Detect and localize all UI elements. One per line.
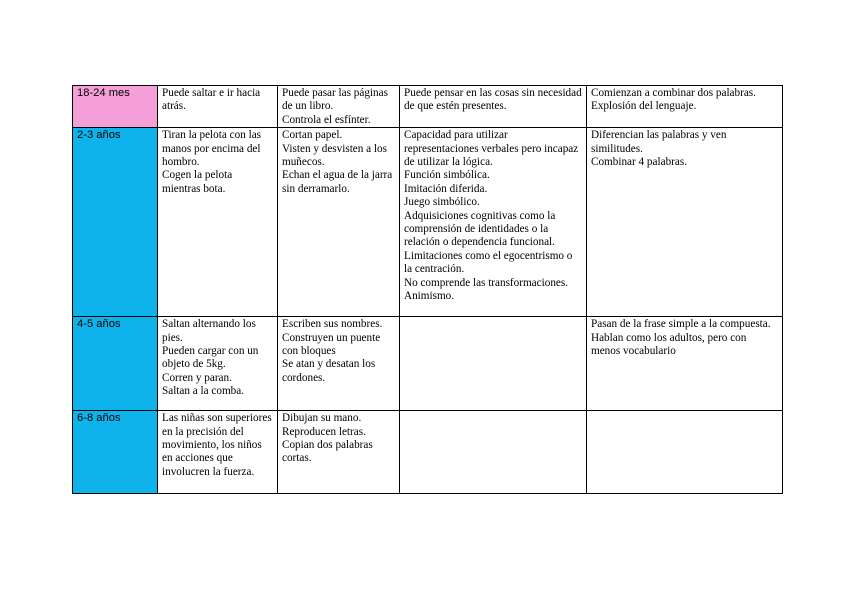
cell-text: Puede saltar e ir hacia atrás.: [162, 87, 261, 113]
manipulation-cell: [278, 128, 400, 317]
cell-text: No comprende las transformaciones.: [404, 276, 569, 289]
cell-text: Imitación diferida.: [404, 182, 488, 195]
language-cell: [587, 86, 783, 128]
age-label: 6-8 años: [77, 412, 121, 425]
language-cell: [587, 317, 783, 411]
cell-text: Comienzan a combinar dos palabras.: [591, 87, 756, 99]
motor-cell: [158, 86, 278, 128]
cell-text: Combinar 4 palabras.: [591, 156, 688, 169]
manipulation-cell: [278, 86, 400, 128]
cell-text: Explosión del lenguaje.: [591, 100, 697, 113]
cell-text: Copian dos palabras cortas.: [282, 439, 373, 465]
cell-text: Capacidad para utilizar representaciones verbales pero incapaz de utilizar la lógica.: [404, 129, 579, 169]
cell-text: Se atan y desatan los cordones.: [282, 358, 376, 384]
cell-text: Saltan a la comba.: [162, 385, 245, 398]
cognitive-cell: [400, 86, 587, 128]
cell-text: Juego simbólico.: [404, 196, 480, 209]
table-row: [73, 411, 783, 494]
cognitive-cell: [400, 128, 587, 317]
table-row: [73, 128, 783, 317]
table-row: [73, 86, 783, 128]
motor-cell: [158, 128, 278, 317]
cell-text: Controla el esfínter.: [282, 113, 371, 126]
cell-text: Dibujan su mano.: [282, 412, 362, 425]
cell-text: Cortan papel.: [282, 129, 343, 142]
age-cell: [73, 86, 158, 128]
cell-text: Función simbólica.: [404, 169, 490, 182]
cell-text: Reproducen letras.: [282, 425, 366, 438]
cell-text: Animismo.: [404, 290, 455, 303]
cognitive-cell: [400, 411, 587, 494]
development-table: [72, 85, 783, 494]
manipulation-cell: [278, 411, 400, 494]
age-label: 2-3 años: [77, 129, 121, 142]
age-cell: [73, 411, 158, 494]
cell-text: Construyen un puente con bloques: [282, 331, 381, 358]
cell-text: Saltan alternando los pies.: [162, 318, 256, 344]
cell-text: Las niñas son superiores en la precisión del movimiento, los niños en acciones que involucren la fuerza.: [162, 412, 272, 478]
cell-text: Limitaciones como el egocentrismo o la centración.: [404, 249, 573, 276]
cell-text: Tiran la pelota con las manos por encima del hombro.: [162, 129, 262, 169]
cell-text: Diferencian las palabras y ven similitudes.: [591, 129, 727, 155]
age-label: 18-24 mes: [77, 87, 130, 99]
cell-text: Echan el agua de la jarra sin derramarlo.: [282, 169, 393, 195]
motor-cell: [158, 411, 278, 494]
cell-text: Pueden cargar con un objeto de 5kg.: [162, 345, 259, 371]
manipulation-cell: [278, 317, 400, 411]
language-cell: [587, 411, 783, 494]
cell-text: Pasan de la frase simple a la compuesta.: [591, 318, 771, 331]
cell-text: Corren y paran.: [162, 371, 232, 384]
cognitive-cell: [400, 317, 587, 411]
cell-text: Puede pasar las páginas de un libro.: [282, 87, 388, 113]
age-cell: [73, 128, 158, 317]
cell-text: Hablan como los adultos, pero con menos vocabulario: [591, 331, 747, 358]
cell-text: Adquisiciones cognitivas como la comprensión de identidades o la relación o dependencia funcional.: [404, 209, 556, 249]
table-row: [73, 317, 783, 411]
motor-cell: [158, 317, 278, 411]
cell-text: Visten y desvisten a los muñecos.: [282, 142, 387, 169]
cell-text: Escriben sus nombres.: [282, 318, 383, 331]
age-label: 4-5 años: [77, 318, 121, 331]
age-cell: [73, 317, 158, 411]
cell-text: Cogen la pelota mientras bota.: [162, 169, 233, 195]
cell-text: Puede pensar en las cosas sin necesidad de que estén presentes.: [404, 87, 582, 113]
language-cell: [587, 128, 783, 317]
